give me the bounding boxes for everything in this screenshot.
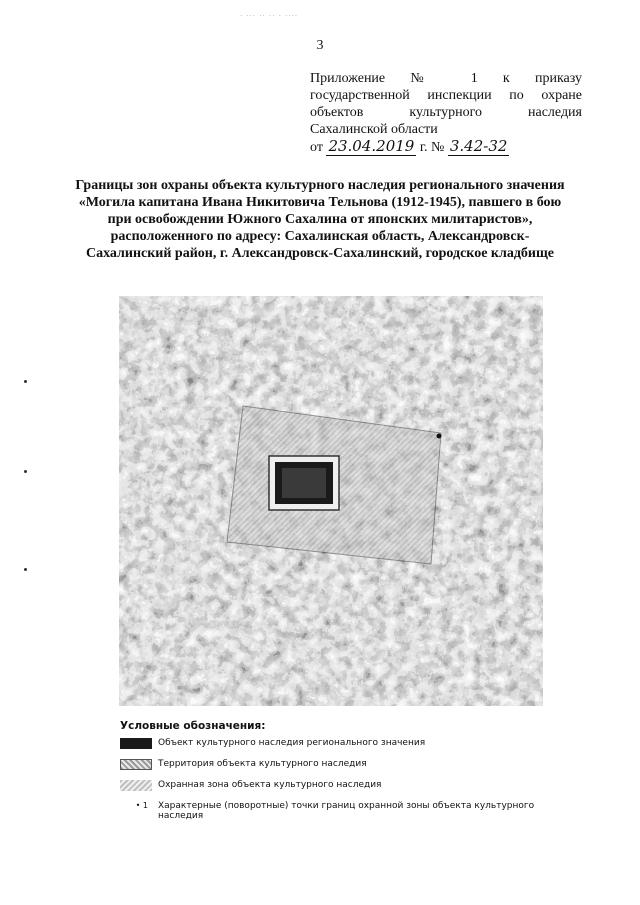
legend-item-object — [120, 738, 560, 759]
boundary-point-marker — [437, 434, 442, 439]
margin-dot — [24, 568, 27, 571]
faint-scan-marks: · ··· ·· ·· · ···· — [240, 12, 299, 20]
appendix-line-4: Сахалинской области — [310, 122, 438, 137]
legend-item-territory — [120, 759, 560, 780]
legend-item-zone — [120, 780, 560, 801]
legend-title: Условные обозначения: — [120, 720, 266, 732]
legend-label-zone: Охранная зона объекта культурного наследия — [158, 780, 382, 790]
legend-label-points: Характерные (поворотные) точки границ охранной зоны объекта культурного наследия — [158, 801, 535, 821]
heritage-territory — [269, 456, 339, 510]
page-number: 3 — [316, 38, 324, 53]
legend-label-object: Объект культурного наследия регионального значения — [158, 738, 426, 748]
zone-swatch — [120, 780, 152, 791]
appendix-date-line — [310, 138, 582, 156]
date-prefix: от — [310, 140, 323, 155]
object-swatch — [120, 738, 152, 749]
territory-swatch — [120, 759, 152, 770]
number-prefix: г. № — [419, 140, 445, 155]
document-title: Границы зон охраны объекта культурного наследия регионального значения «Могила капитана Ивана Никитовича Тельнова (1912-1945), павшего в бою при освобождении Южного Сахалина от японских милитаристов», расположенного по адресу: Сахалинская область, Александровск-Сахалинский район, г. Александровск-Сахалинский, городское кладбище — [75, 178, 565, 261]
appendix-line-2: государственной инспекции по охране — [310, 88, 582, 103]
map-legend — [120, 720, 560, 827]
legend-label-territory: Территория объекта культурного наследия — [158, 759, 367, 769]
appendix-line-3: объектов культурного наследия — [310, 105, 582, 120]
point-marker-symbol: • 1 — [135, 801, 148, 810]
legend-item-points — [120, 801, 560, 827]
appendix-line-1: Приложение № 1 к приказу — [310, 71, 582, 86]
margin-dot — [24, 380, 27, 383]
appendix-header — [310, 70, 582, 156]
order-number: 3.42-32 — [449, 137, 508, 155]
order-date: 23.04.2019 — [328, 137, 415, 155]
margin-dot — [24, 470, 27, 473]
aerial-photo — [119, 296, 543, 706]
